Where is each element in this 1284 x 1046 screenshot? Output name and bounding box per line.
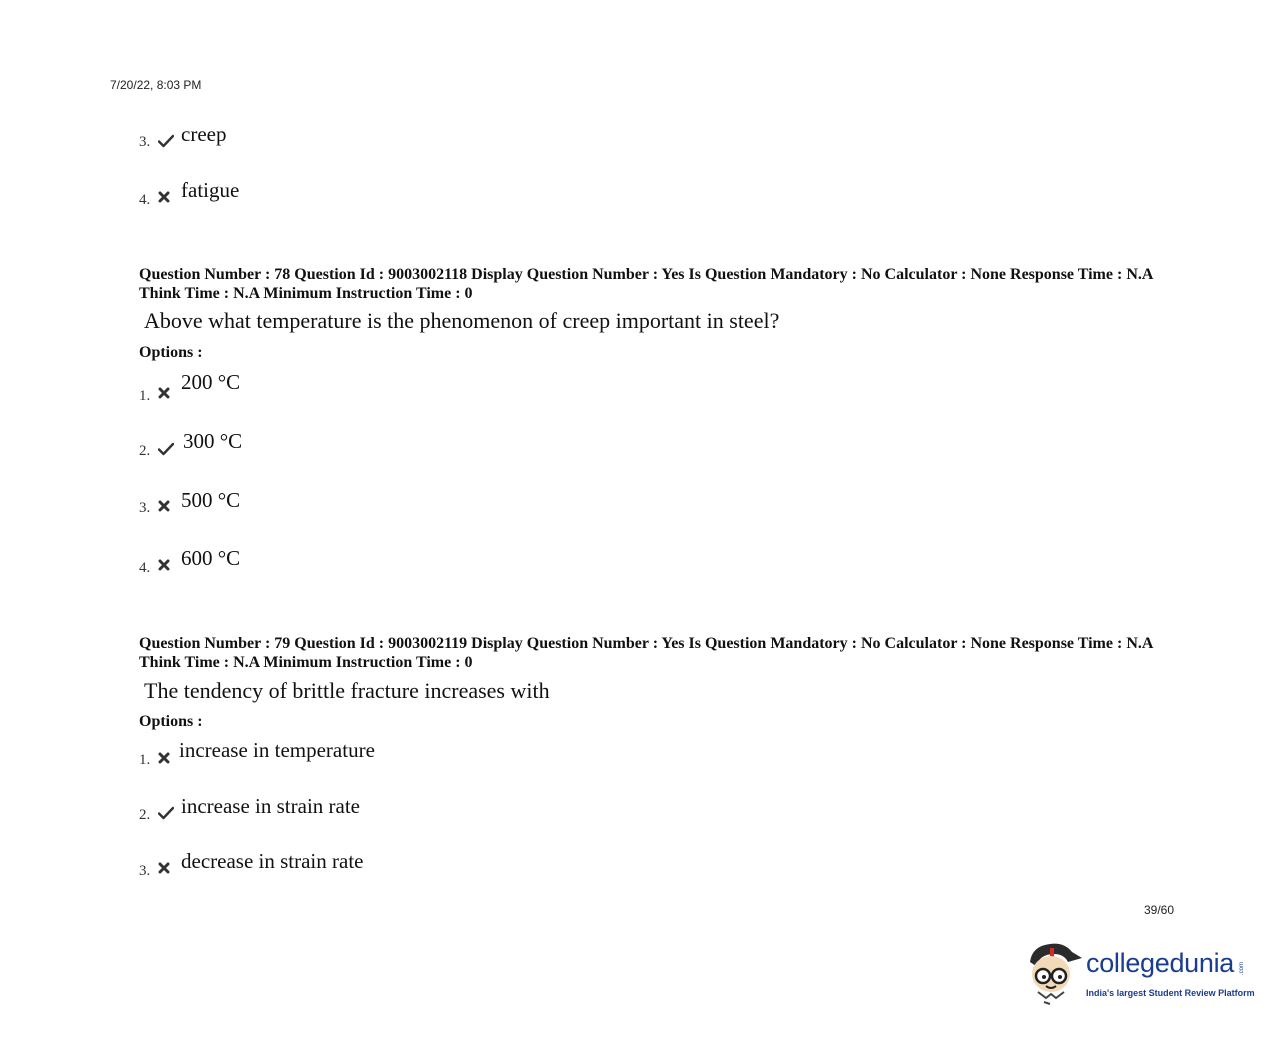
option-number: 3. <box>139 134 151 150</box>
brand-suffix: .com <box>1239 962 1245 976</box>
cross-icon <box>158 191 174 207</box>
check-icon <box>158 441 174 457</box>
question-79-options-label: Options : <box>139 713 203 730</box>
option-text: fatigue <box>181 178 240 202</box>
print-timestamp: 7/20/22, 8:03 PM <box>110 78 202 92</box>
check-icon <box>158 805 174 821</box>
brand-tagline: India's largest Student Review Platform <box>1086 988 1255 998</box>
option-text: 600 °C <box>181 546 241 570</box>
option-number: 3. <box>139 863 151 879</box>
option-text: increase in temperature <box>179 738 375 762</box>
option-text: increase in strain rate <box>181 794 360 818</box>
option-number: 1. <box>139 752 151 768</box>
check-icon <box>158 133 174 149</box>
question-79-meta: Question Number : 79 Question Id : 9003002119 Display Question Number : Yes Is Question Mandatory : No Calculator : None Response Time : N.A Think Time : N.A Minimum Instruction Time : 0 <box>139 635 1153 671</box>
option-number: 4. <box>139 560 151 576</box>
cross-icon <box>158 862 174 878</box>
option-number: 2. <box>139 807 151 823</box>
cross-icon <box>158 500 174 516</box>
option-text: 300 °C <box>183 429 243 453</box>
option-number: 3. <box>139 500 151 516</box>
option-number: 1. <box>139 388 151 404</box>
option-text: 200 °C <box>181 370 241 394</box>
option-text: creep <box>181 122 227 146</box>
question-78-meta: Question Number : 78 Question Id : 9003002118 Display Question Number : Yes Is Question Mandatory : No Calculator : None Response Time : N.A Think Time : N.A Minimum Instruction Time : 0 <box>139 266 1153 302</box>
page-number: 39/60 <box>1144 903 1175 917</box>
question-78-text: Above what temperature is the phenomenon of creep important in steel? <box>144 308 780 333</box>
option-number: 4. <box>139 192 151 208</box>
mascot-icon <box>1024 940 1086 1006</box>
cross-icon <box>158 387 174 403</box>
cross-icon <box>158 752 174 768</box>
option-text: decrease in strain rate <box>181 849 364 873</box>
cross-icon <box>158 559 174 575</box>
question-79-text: The tendency of brittle fracture increases with <box>144 678 550 703</box>
option-text: 500 °C <box>181 488 241 512</box>
brand-name: collegedunia <box>1086 948 1235 978</box>
collegedunia-logo[interactable] <box>1024 940 1254 1006</box>
question-78-options-label: Options : <box>139 344 203 361</box>
option-number: 2. <box>139 443 151 459</box>
